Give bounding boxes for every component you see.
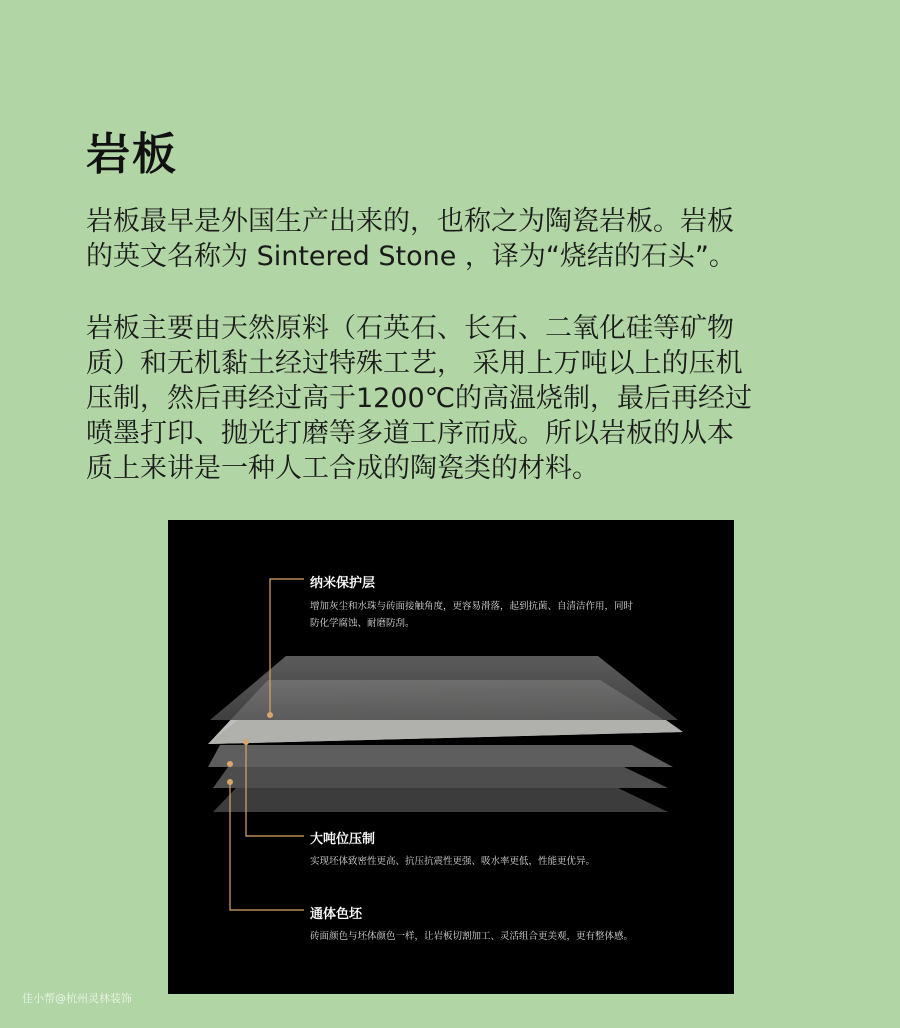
body-line: 压制，然后再经过高于1200℃的高温烧制，最后再经过 — [86, 383, 753, 414]
layer-title-pressing: 大吨位压制 — [310, 832, 376, 847]
body-line: 喷墨打印、抛光打磨等多道工序而成。所以岩板的从本 — [86, 418, 734, 449]
layer-desc-line: 砖面颜色与坯体颜色一样，让岩板切割加工、灵活组合更美观，更有整体感。 — [310, 931, 634, 942]
layer-desc-line: 实现坯体致密性更高、抗压抗震性更强、吸水率更低，性能更优异。 — [310, 856, 596, 867]
base-layer-1 — [208, 745, 673, 767]
stone-layer-diagram — [168, 520, 734, 994]
layer-desc-pressing — [310, 853, 595, 870]
intro-paragraph — [86, 204, 826, 274]
marker-dot-4 — [227, 779, 233, 785]
stone-surface-front — [208, 720, 683, 744]
body-paragraph — [86, 311, 826, 486]
layer-title-body: 通体色坯 — [310, 907, 363, 922]
layer-desc-body — [310, 928, 633, 945]
layer-desc-line: 防化学腐蚀、耐磨防刮。 — [310, 618, 415, 629]
layer-illustration — [168, 520, 734, 994]
intro-line: 岩板最早是外国生产出来的，也称之为陶瓷岩板。岩板 — [86, 206, 734, 237]
intro-line: 的英文名称为 Sintered Stone ，译为“烧结的石头”。 — [86, 241, 736, 272]
layer-desc-nano — [310, 598, 633, 632]
base-layer-2 — [213, 767, 668, 788]
marker-dot-2 — [243, 739, 249, 745]
body-line: 质上来讲是一种人工合成的陶瓷类的材料。 — [86, 453, 599, 484]
marker-dot-1 — [267, 712, 273, 718]
layer-desc-line: 增加灰尘和水珠与砖面接触角度，更容易滑落，起到抗菌、自清洁作用，同时 — [310, 601, 634, 612]
body-line: 质）和无机黏土经过特殊工艺， 采用上万吨以上的压机 — [86, 348, 743, 379]
layer-title-nano: 纳米保护层 — [310, 576, 376, 591]
watermark: 佳小帮@杭州灵林装饰 — [22, 992, 132, 1005]
page-title: 岩板 — [86, 129, 178, 180]
base-layer-3 — [213, 788, 668, 812]
marker-dot-3 — [227, 761, 233, 767]
nano-protective-layer — [210, 656, 678, 720]
body-line: 岩板主要由天然原料（石英石、长石、二氧化硅等矿物 — [86, 313, 734, 344]
